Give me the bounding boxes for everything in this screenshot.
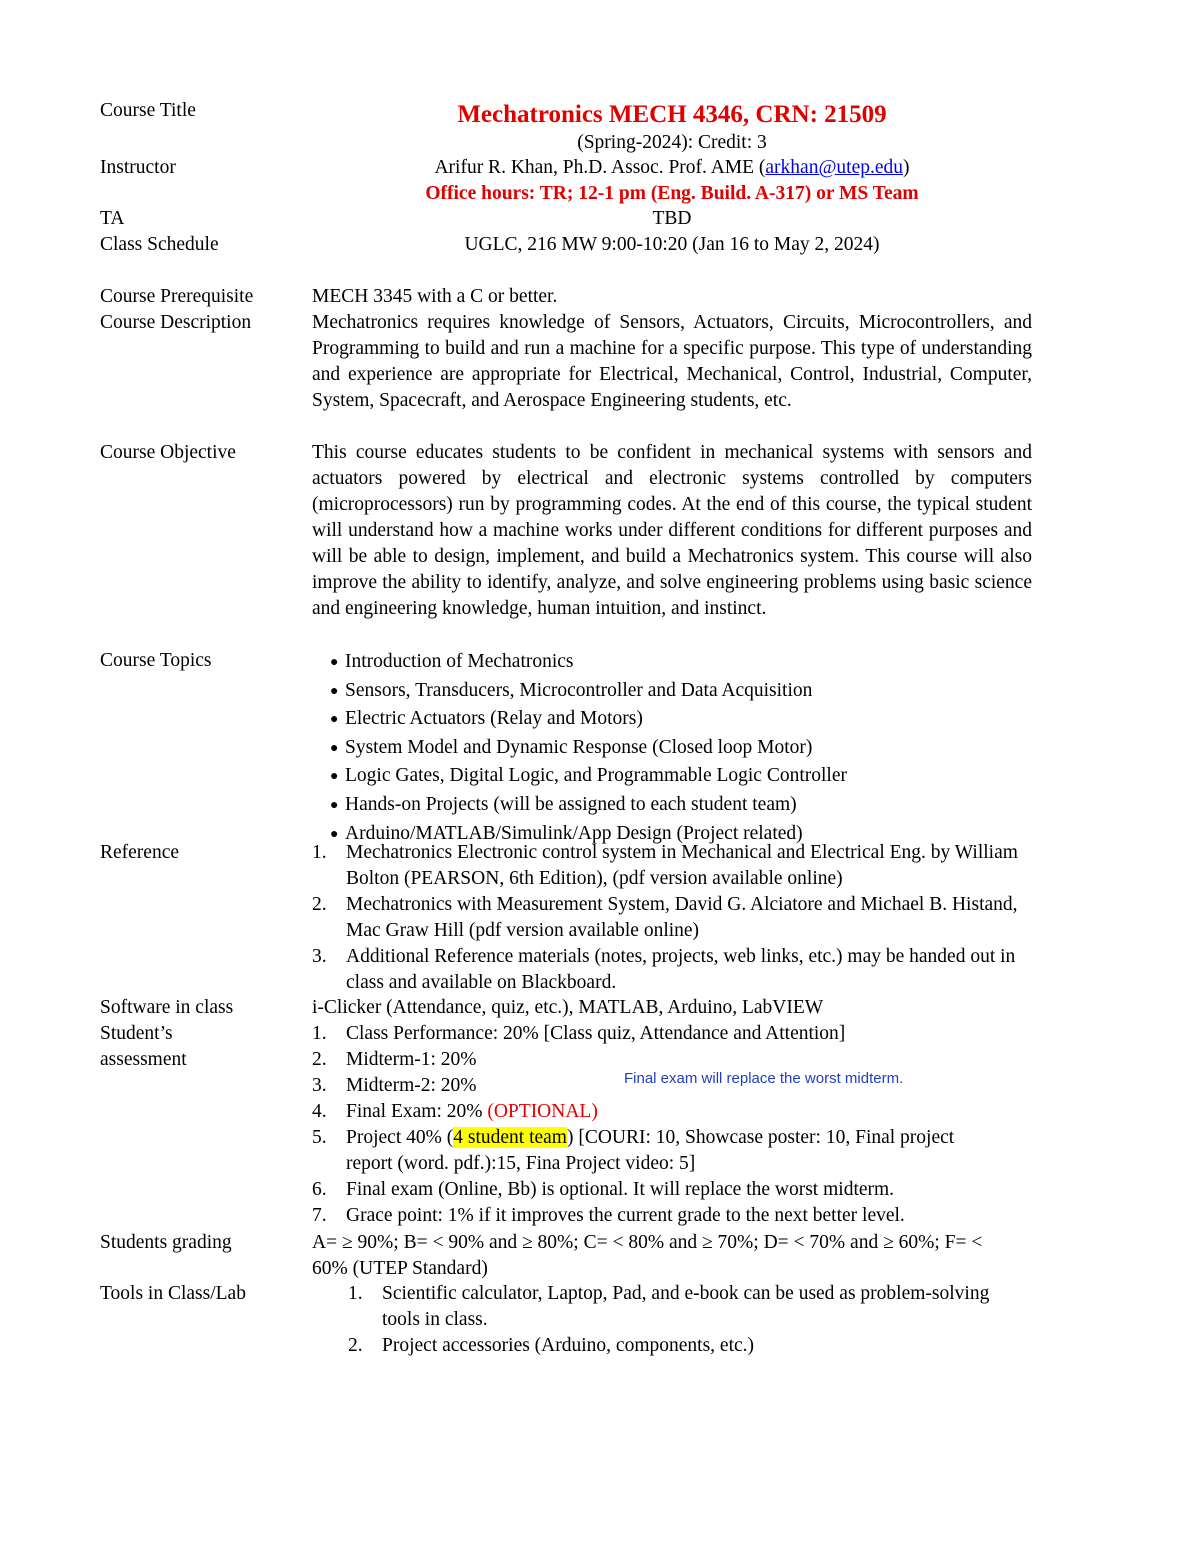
topics-list (330, 648, 847, 848)
bullet-icon: ● (330, 769, 339, 785)
topic-item: ● System Model and Dynamic Response (Closed loop Motor) (330, 734, 847, 763)
prerequisite-value: MECH 3345 with a C or better. (312, 286, 558, 307)
grading-value: A= ≥ 90%; B= < 90% and ≥ 80%; C= < 80% and ≥ 70%; D= < 70% and ≥ 60%; F= < 60% (UTEP Standard) (312, 1232, 983, 1279)
objective-text: This course educates students to be confident in mechanical systems with sensors and actuators powered by electrical and electronic systems controlled by computers (microprocessors) run by programming codes. At the end of this course, the typical student will understand how a machine works under different conditions for different purposes and will be able to design, implement, and build a Mechatronics system. This course will also improve the ability to identify, analyze, and solve engineering problems using basic science and engineering knowledge, human intuition, and instinct. (312, 442, 1032, 619)
reference-label: Reference (100, 842, 180, 863)
instructor-name: Arifur R. Khan, Ph.D. Assoc. Prof. AME ( (434, 157, 766, 178)
topic-item: ● Sensors, Transducers, Microcontroller and Data Acquisition (330, 677, 847, 706)
instructor-label: Instructor (100, 157, 176, 178)
assessment-item: 7. Grace point: 1% if it improves the current grade to the next better level. (312, 1205, 905, 1226)
bullet-icon: ● (330, 740, 339, 756)
semester-credit: (Spring-2024): Credit: 3 (577, 132, 767, 153)
assessment-item: 1. Class Performance: 20% [Class quiz, Attendance and Attention] (312, 1023, 846, 1044)
topic-item: ● Logic Gates, Digital Logic, and Programmable Logic Controller (330, 762, 847, 791)
software-label: Software in class (100, 997, 234, 1018)
assessment-item: 3. Midterm-2: 20% (312, 1075, 477, 1096)
assessment-label-line2: assessment (100, 1049, 187, 1070)
topic-item: ● Introduction of Mechatronics (330, 648, 847, 677)
course-title-label: Course Title (100, 100, 196, 121)
team-size-highlight: 4 student team (453, 1127, 567, 1148)
tools-label: Tools in Class/Lab (100, 1283, 246, 1304)
schedule-label: Class Schedule (100, 234, 219, 255)
topic-item: ● Arduino/MATLAB/Simulink/App Design (Project related) (330, 820, 847, 849)
office-hours: Office hours: TR; 12-1 pm (Eng. Build. A-317) or MS Team (425, 183, 919, 204)
instructor-line (312, 155, 1032, 181)
schedule-value: UGLC, 216 MW 9:00-10:20 (Jan 16 to May 2, 2024) (464, 234, 880, 255)
assessment-item: 6. Final exam (Online, Bb) is optional. It will replace the worst midterm. (312, 1179, 895, 1200)
bullet-icon: ● (330, 797, 339, 813)
instructor-close: ) (903, 157, 910, 178)
assessment-list (312, 1021, 1002, 1229)
ta-label: TA (100, 208, 125, 229)
bullet-icon: ● (330, 655, 339, 670)
topic-item: ● Electric Actuators (Relay and Motors) (330, 705, 847, 734)
instructor-email-link[interactable]: arkhan@utep.edu (765, 157, 904, 178)
reference-item: 1. Mechatronics Electronic control system in Mechanical and Electrical Eng. by William Bolton (PEARSON, 6th Edition), (pdf version available online) (312, 842, 1018, 889)
description-label: Course Description (100, 312, 252, 333)
optional-tag: (OPTIONAL) (482, 1101, 598, 1122)
prerequisite-label: Course Prerequisite (100, 286, 254, 307)
course-title: Mechatronics MECH 4346, CRN: 21509 (457, 101, 887, 128)
assessment-label-line1: Student’s (100, 1023, 173, 1044)
grading-label: Students grading (100, 1232, 232, 1253)
topic-item: ● Hands-on Projects (will be assigned to each student team) (330, 791, 847, 820)
ta-value: TBD (652, 208, 692, 229)
reference-list (312, 840, 1028, 996)
reference-item: 2. Mechatronics with Measurement System, David G. Alciatore and Michael B. Histand, Mac Graw Hill (pdf version available online) (312, 894, 1018, 941)
description-text: Mechatronics requires knowledge of Sensors, Actuators, Circuits, Microcontrollers, and Programming to build and run a machine for a specific purpose. This type of understanding and experience are appropriate for Electrical, Mechanical, Control, Industrial, Computer, System, Spacecraft, and Aerospace Engineering students, etc. (312, 312, 1032, 411)
objective-label: Course Objective (100, 442, 236, 463)
tools-item: 1. Scientific calculator, Laptop, Pad, and e-book can be used as problem-solving tools in class. (348, 1283, 990, 1330)
tools-list (348, 1281, 1028, 1359)
bullet-icon: ● (330, 712, 339, 728)
bullet-icon: ● (330, 826, 339, 842)
assessment-item: 2. Midterm-1: 20% (312, 1049, 477, 1070)
assessment-item: 5. Project 40% (4 student team) [COURI: 10, Showcase poster: 10, Final project report (word. pdf.):15, Fina Project video: 5] (312, 1127, 955, 1174)
software-value: i-Clicker (Attendance, quiz, etc.), MATLAB, Arduino, LabVIEW (312, 997, 824, 1018)
reference-item: 3. Additional Reference materials (notes, projects, web links, etc.) may be handed out in class and available on Blackboard. (312, 946, 1016, 993)
topics-label: Course Topics (100, 650, 212, 671)
bullet-icon: ● (330, 683, 339, 699)
tools-item: 2. Project accessories (Arduino, components, etc.) (348, 1335, 755, 1356)
final-exam-note: Final exam will replace the worst midterm. (624, 1070, 904, 1087)
assessment-item: 4. Final Exam: 20% (OPTIONAL) (312, 1101, 598, 1122)
